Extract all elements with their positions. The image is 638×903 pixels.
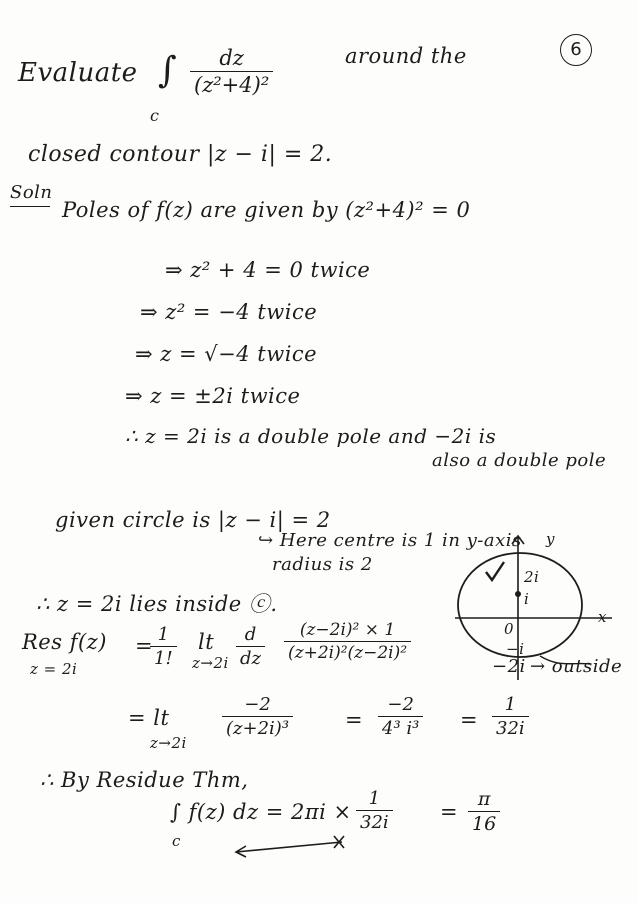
res-eq: = (135, 634, 154, 658)
end-line (236, 842, 342, 852)
lt-word: lt (198, 630, 215, 654)
solution-label: Soln (10, 182, 53, 203)
line2-lt: = lt (128, 706, 170, 730)
line2-num: −2 (244, 694, 271, 715)
step-4: ⇒ z = ±2i twice (125, 384, 301, 408)
label-zero: 0 (504, 620, 515, 638)
conclusion-line-1: ∴ z = 2i is a double pole and −2i is (125, 424, 497, 448)
line2-den2: 4³ i³ (382, 718, 420, 739)
res-label: Res f(z) (22, 630, 107, 654)
inside-note: ∴ z = 2i lies inside ⓒ. (36, 592, 278, 616)
final-frac-den: 32i (360, 812, 389, 833)
radius-note: radius is 2 (272, 554, 373, 575)
integral-sign: ∫ (158, 50, 178, 91)
final-eq: = (440, 800, 459, 824)
step-1: ⇒ z² + 4 = 0 twice (165, 258, 371, 282)
line2-den3: 32i (496, 718, 525, 739)
final-lhs-sub: c (172, 832, 181, 850)
line2-num2: −2 (387, 694, 414, 715)
label-i: i (524, 590, 530, 608)
contour-letter: c (150, 106, 160, 125)
evaluate-word: Evaluate (18, 58, 138, 88)
centre-note: ↪ Here centre is 1 in y-axis (258, 530, 522, 551)
line2-num3: 1 (504, 694, 517, 715)
d-den: dz (240, 648, 262, 669)
page-number: 6 (560, 34, 592, 66)
final-frac-num: 1 (368, 788, 381, 809)
final-lhs: ∫ f(z) dz = 2πi × (170, 800, 352, 824)
res-sub: z = 2i (30, 660, 78, 678)
coef-num: 1 (157, 624, 170, 645)
label-2i: 2i (524, 568, 540, 586)
line2-eq2: = (345, 708, 364, 732)
x-label: x (598, 608, 607, 626)
closed-contour-text: closed contour |z − i| = 2. (28, 142, 333, 167)
conclusion-line-2: also a double pole (432, 450, 607, 471)
outside-note: → outside (530, 656, 623, 677)
line2-den: (z+2i)³ (226, 718, 290, 739)
expr-num: (z−2i)² × 1 (299, 620, 396, 640)
label-minus-2i: −2i (492, 656, 526, 677)
answer-num: π (477, 788, 491, 810)
integrand-denominator: (z²+4)² (194, 73, 270, 97)
by-residue: ∴ By Residue Thm, (40, 768, 249, 792)
step-3: ⇒ z = √−4 twice (135, 342, 318, 366)
poles-line: Poles of f(z) are given by (z²+4)² = 0 (62, 198, 471, 222)
lt-sub: z→2i (192, 654, 229, 672)
label-minus-i: −i (506, 640, 525, 658)
step-2: ⇒ z² = −4 twice (140, 300, 318, 324)
coef-den: 1! (154, 648, 173, 669)
expr-den: (z+2i)²(z−2i)² (288, 643, 408, 663)
line2-sub: z→2i (150, 734, 187, 752)
integrand-numerator: dz (219, 46, 244, 70)
given-circle: given circle is |z − i| = 2 (55, 508, 331, 532)
y-label: y (546, 530, 555, 548)
answer-den: 16 (472, 813, 497, 835)
around-the-text: around the (345, 44, 467, 68)
line2-eq3: = (460, 708, 479, 732)
d-num: d (244, 624, 257, 645)
